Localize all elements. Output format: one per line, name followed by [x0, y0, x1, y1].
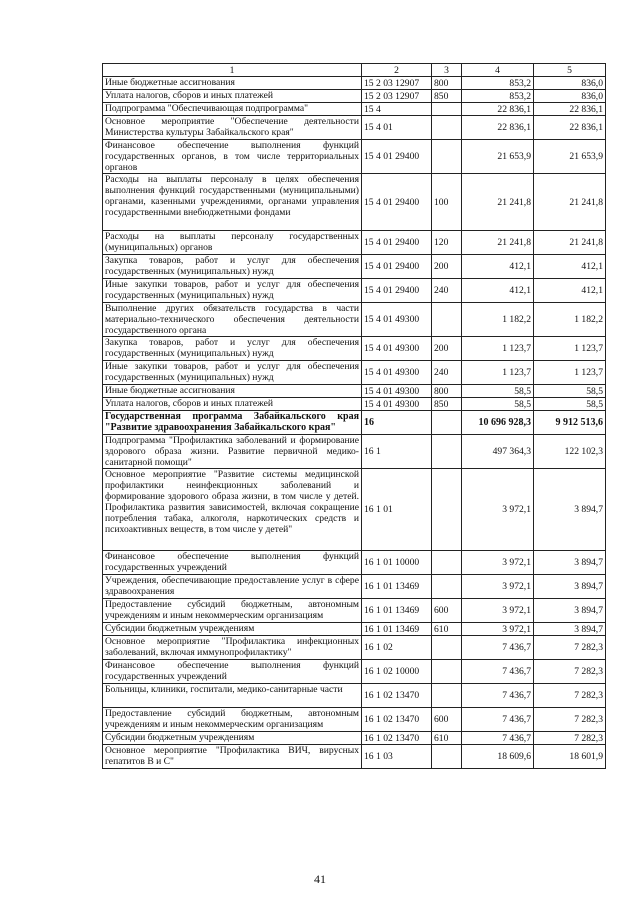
row-type-cell	[432, 140, 462, 174]
row-code-cell: 16 1 03	[362, 745, 432, 769]
row-code-cell: 15 2 03 12907	[362, 77, 432, 90]
row-type-cell	[432, 745, 462, 769]
row-value-col5-cell: 7 282,3	[534, 636, 606, 660]
row-code-cell: 15 4 01 29400	[362, 279, 432, 303]
table-row	[103, 337, 606, 361]
row-value-col5-cell: 21 241,8	[534, 231, 606, 255]
table-row	[103, 174, 606, 231]
row-value-col4-cell: 7 436,7	[462, 660, 534, 684]
row-code-cell: 16 1 02 13470	[362, 708, 432, 732]
page-number: 41	[314, 872, 326, 886]
row-name-cell: Иные закупки товаров, работ и услуг для обеспечения государственных (муниципальных) нужд	[103, 361, 362, 385]
row-name-cell: Закупка товаров, работ и услуг для обеспечения государственных (муниципальных) нужд	[103, 255, 362, 279]
row-value-col4-cell: 1 123,7	[462, 337, 534, 361]
row-value-col4-cell: 3 972,1	[462, 551, 534, 575]
table-row	[103, 361, 606, 385]
row-name-cell: Основное мероприятие "Профилактика инфекционных заболеваний, включая иммунопрофилактику"	[103, 636, 362, 660]
row-name-cell: Предоставление субсидий бюджетным, автономным учреждениям и иным некоммерческим организациям	[103, 708, 362, 732]
row-value-col5-cell: 836,0	[534, 90, 606, 103]
row-code-cell: 16	[362, 411, 432, 435]
row-value-col4-cell: 1 182,2	[462, 303, 534, 337]
row-value-col5-cell: 21 241,8	[534, 174, 606, 231]
row-name-cell: Выполнение других обязательств государства в части материально-технического обеспечения деятельности государственного органа	[103, 303, 362, 337]
table-row	[103, 575, 606, 599]
table-row	[103, 551, 606, 575]
row-type-cell	[432, 435, 462, 469]
row-type-cell: 850	[432, 398, 462, 411]
row-value-col5-cell: 3 894,7	[534, 469, 606, 551]
row-type-cell: 800	[432, 77, 462, 90]
row-value-col4-cell: 412,1	[462, 279, 534, 303]
row-type-cell: 600	[432, 708, 462, 732]
row-name-cell: Предоставление субсидий бюджетным, автономным учреждениям и иным некоммерческим организациям	[103, 599, 362, 623]
row-name-cell: Основное мероприятие "Обеспечение деятельности Министерства культуры Забайкальского края"	[103, 116, 362, 140]
row-value-col4-cell: 497 364,3	[462, 435, 534, 469]
row-code-cell: 15 4 01 29400	[362, 231, 432, 255]
row-type-cell	[432, 303, 462, 337]
row-value-col4-cell: 7 436,7	[462, 684, 534, 708]
table-row	[103, 708, 606, 732]
row-value-col4-cell: 1 123,7	[462, 361, 534, 385]
row-code-cell: 15 4 01 29400	[362, 255, 432, 279]
row-code-cell: 15 4 01 49300	[362, 385, 432, 398]
row-code-cell: 16 1 01 10000	[362, 551, 432, 575]
table-row	[103, 623, 606, 636]
row-value-col5-cell: 1 123,7	[534, 361, 606, 385]
row-type-cell	[432, 103, 462, 116]
row-name-cell: Субсидии бюджетным учреждениям	[103, 623, 362, 636]
budget-table-page	[102, 63, 605, 769]
row-name-cell: Основное мероприятие "Профилактика ВИЧ, вирусных гепатитов В и С"	[103, 745, 362, 769]
table-row	[103, 90, 606, 103]
table-row	[103, 279, 606, 303]
row-value-col4-cell: 58,5	[462, 385, 534, 398]
row-type-cell	[432, 116, 462, 140]
row-value-col5-cell: 122 102,3	[534, 435, 606, 469]
table-row	[103, 116, 606, 140]
row-code-cell: 16 1 02 13470	[362, 684, 432, 708]
table-row	[103, 303, 606, 337]
row-name-cell: Закупка товаров, работ и услуг для обеспечения государственных (муниципальных) нужд	[103, 337, 362, 361]
row-code-cell: 15 4 01 49300	[362, 303, 432, 337]
table-row	[103, 469, 606, 551]
row-code-cell: 15 4 01 49300	[362, 398, 432, 411]
row-code-cell: 16 1 02 10000	[362, 660, 432, 684]
row-value-col5-cell: 3 894,7	[534, 623, 606, 636]
row-type-cell: 600	[432, 599, 462, 623]
row-type-cell	[432, 411, 462, 435]
row-value-col5-cell: 7 282,3	[534, 732, 606, 745]
row-value-col4-cell: 3 972,1	[462, 469, 534, 551]
row-value-col5-cell: 9 912 513,6	[534, 411, 606, 435]
row-name-cell: Расходы на выплаты персоналу в целях обеспечения выполнения функций государственными (муниципальными) органами, казенными учреждениями, органами управления государственными внебюджетными фондами	[103, 174, 362, 231]
row-value-col4-cell: 21 241,8	[462, 231, 534, 255]
row-code-cell: 16 1 02 13470	[362, 732, 432, 745]
row-code-cell: 16 1 01 13469	[362, 623, 432, 636]
row-value-col5-cell: 7 282,3	[534, 708, 606, 732]
row-code-cell: 16 1	[362, 435, 432, 469]
row-code-cell: 16 1 01 13469	[362, 575, 432, 599]
row-name-cell: Финансовое обеспечение выполнения функций государственных учреждений	[103, 660, 362, 684]
row-code-cell: 15 2 03 12907	[362, 90, 432, 103]
table-row	[103, 77, 606, 90]
row-value-col5-cell: 1 182,2	[534, 303, 606, 337]
row-code-cell: 15 4 01 29400	[362, 174, 432, 231]
row-type-cell	[432, 684, 462, 708]
header-col-3: 3	[432, 64, 462, 77]
row-name-cell: Субсидии бюджетным учреждениям	[103, 732, 362, 745]
row-name-cell: Государственная программа Забайкальского края "Развитие здравоохранения Забайкальского края"	[103, 411, 362, 435]
row-name-cell: Подпрограмма "Обеспечивающая подпрограмма"	[103, 103, 362, 116]
row-value-col4-cell: 22 836,1	[462, 103, 534, 116]
row-code-cell: 15 4 01 29400	[362, 140, 432, 174]
row-name-cell: Уплата налогов, сборов и иных платежей	[103, 90, 362, 103]
table-row	[103, 255, 606, 279]
row-name-cell: Больницы, клиники, госпитали, медико-санитарные части	[103, 684, 362, 708]
row-value-col5-cell: 3 894,7	[534, 551, 606, 575]
row-value-col4-cell: 3 972,1	[462, 575, 534, 599]
table-row	[103, 411, 606, 435]
row-code-cell: 15 4 01 49300	[362, 361, 432, 385]
row-type-cell	[432, 660, 462, 684]
row-value-col5-cell: 3 894,7	[534, 575, 606, 599]
row-code-cell: 15 4	[362, 103, 432, 116]
row-type-cell: 610	[432, 732, 462, 745]
row-type-cell: 200	[432, 337, 462, 361]
row-value-col5-cell: 7 282,3	[534, 660, 606, 684]
row-name-cell: Основное мероприятие "Развитие системы медицинской профилактики неинфекционных заболеваний и формирование здорового образа жизни, в том числе у детей. Профилактика развития зависимостей, включая сокращение потребления табака, алкоголя, наркотических средств и психоактивных веществ, в том числе у детей"	[103, 469, 362, 551]
row-type-cell: 200	[432, 255, 462, 279]
row-value-col5-cell: 1 123,7	[534, 337, 606, 361]
row-value-col4-cell: 853,2	[462, 77, 534, 90]
row-code-cell: 16 1 01	[362, 469, 432, 551]
row-code-cell: 15 4 01	[362, 116, 432, 140]
row-type-cell: 100	[432, 174, 462, 231]
row-type-cell	[432, 551, 462, 575]
row-value-col5-cell: 22 836,1	[534, 103, 606, 116]
row-value-col4-cell: 3 972,1	[462, 599, 534, 623]
row-value-col4-cell: 853,2	[462, 90, 534, 103]
table-row	[103, 385, 606, 398]
table-row	[103, 599, 606, 623]
row-type-cell: 610	[432, 623, 462, 636]
row-name-cell: Уплата налогов, сборов и иных платежей	[103, 398, 362, 411]
row-name-cell: Учреждения, обеспечивающие предоставление услуг в сфере здравоохранения	[103, 575, 362, 599]
table-row	[103, 660, 606, 684]
table-row	[103, 745, 606, 769]
row-value-col5-cell: 3 894,7	[534, 599, 606, 623]
header-col-1: 1	[103, 64, 362, 77]
table-row	[103, 435, 606, 469]
row-name-cell: Финансовое обеспечение выполнения функций государственных учреждений	[103, 551, 362, 575]
budget-table	[102, 63, 606, 769]
row-value-col5-cell: 412,1	[534, 255, 606, 279]
row-type-cell	[432, 575, 462, 599]
row-value-col4-cell: 7 436,7	[462, 732, 534, 745]
row-name-cell: Расходы на выплаты персоналу государственных (муниципальных) органов	[103, 231, 362, 255]
row-value-col4-cell: 7 436,7	[462, 708, 534, 732]
row-type-cell: 240	[432, 361, 462, 385]
row-value-col4-cell: 18 609,6	[462, 745, 534, 769]
row-type-cell: 800	[432, 385, 462, 398]
table-row	[103, 636, 606, 660]
row-name-cell: Подпрограмма "Профилактика заболеваний и формирование здорового образа жизни. Развитие первичной медико-санитарной помощи"	[103, 435, 362, 469]
row-type-cell: 850	[432, 90, 462, 103]
row-type-cell	[432, 469, 462, 551]
row-value-col5-cell: 21 653,9	[534, 140, 606, 174]
row-value-col5-cell: 7 282,3	[534, 684, 606, 708]
row-name-cell: Иные закупки товаров, работ и услуг для обеспечения государственных (муниципальных) нужд	[103, 279, 362, 303]
row-value-col4-cell: 21 653,9	[462, 140, 534, 174]
row-type-cell: 240	[432, 279, 462, 303]
row-value-col4-cell: 22 836,1	[462, 116, 534, 140]
row-name-cell: Финансовое обеспечение выполнения функций государственных органов, в том числе территориальных органов	[103, 140, 362, 174]
row-type-cell	[432, 636, 462, 660]
table-header-row	[103, 64, 606, 77]
row-code-cell: 15 4 01 49300	[362, 337, 432, 361]
table-row	[103, 103, 606, 116]
row-value-col4-cell: 21 241,8	[462, 174, 534, 231]
row-value-col5-cell: 22 836,1	[534, 116, 606, 140]
row-value-col5-cell: 836,0	[534, 77, 606, 90]
row-value-col4-cell: 58,5	[462, 398, 534, 411]
row-type-cell: 120	[432, 231, 462, 255]
row-code-cell: 16 1 02	[362, 636, 432, 660]
table-row	[103, 732, 606, 745]
header-col-2: 2	[362, 64, 432, 77]
row-value-col4-cell: 3 972,1	[462, 623, 534, 636]
row-value-col4-cell: 10 696 928,3	[462, 411, 534, 435]
table-row	[103, 140, 606, 174]
table-row	[103, 231, 606, 255]
row-value-col4-cell: 412,1	[462, 255, 534, 279]
row-value-col5-cell: 58,5	[534, 398, 606, 411]
row-name-cell: Иные бюджетные ассигнования	[103, 77, 362, 90]
row-value-col5-cell: 412,1	[534, 279, 606, 303]
row-value-col4-cell: 7 436,7	[462, 636, 534, 660]
table-row	[103, 398, 606, 411]
row-code-cell: 16 1 01 13469	[362, 599, 432, 623]
table-row	[103, 684, 606, 708]
row-value-col5-cell: 58,5	[534, 385, 606, 398]
header-col-5: 5	[534, 64, 606, 77]
row-value-col5-cell: 18 601,9	[534, 745, 606, 769]
row-name-cell: Иные бюджетные ассигнования	[103, 385, 362, 398]
header-col-4: 4	[462, 64, 534, 77]
